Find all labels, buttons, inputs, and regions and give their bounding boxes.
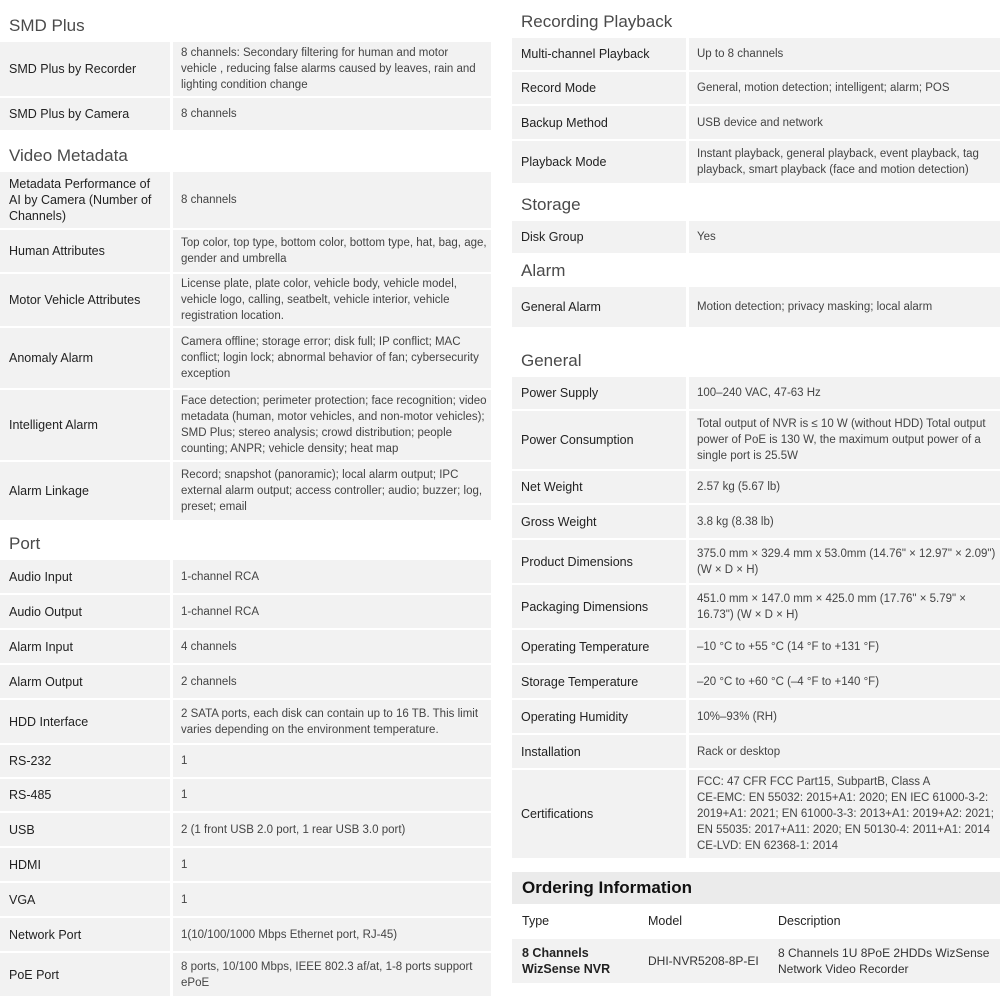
spec-row-rs-232 [0,745,491,777]
spec-row-backup-method [512,106,1000,139]
spec-label: Packaging Dimensions [512,585,686,628]
spec-value: 2 channels [173,665,491,698]
spec-row-alarm-linkage [0,462,491,520]
spec-row-multi-channel-playback [512,38,1000,70]
spec-label: Anomaly Alarm [0,328,170,388]
spec-value: 1 [173,883,491,916]
spec-label: Alarm Linkage [0,462,170,520]
spec-row-intelligent-alarm [0,390,491,460]
spec-label: RS-485 [0,779,170,811]
spec-row-smd-plus-by-camera [0,98,491,130]
spec-row-operating-humidity [512,700,1000,733]
spec-value: Record; snapshot (panoramic); local alarm output; IPC external alarm output; access controller; audio; buzzer; log, preset; email [173,462,491,520]
spec-label: Network Port [0,918,170,951]
spec-row-hdd-interface [0,700,491,743]
spec-row-network-port [0,918,491,951]
spec-value: Up to 8 channels [689,38,1000,70]
spec-value: 8 channels [173,98,491,130]
spec-row-anomaly-alarm [0,328,491,388]
spec-label: Disk Group [512,221,686,253]
section-title-smd-plus: SMD Plus [9,16,85,35]
ordering-title: Ordering Information [512,872,1000,904]
spec-label: Alarm Output [0,665,170,698]
section-title-port: Port [9,534,41,553]
spec-label: Product Dimensions [512,540,686,583]
spec-value: 10%–93% (RH) [689,700,1000,733]
spec-value: 8 ports, 10/100 Mbps, IEEE 802.3 af/at, 1-8 ports support ePoE [173,953,491,996]
spec-label: Human Attributes [0,230,170,272]
spec-row-vga [0,883,491,916]
spec-label: Alarm Input [0,630,170,663]
spec-label: Playback Mode [512,141,686,183]
spec-value: 451.0 mm × 147.0 mm × 425.0 mm (17.76" × 5.79" × 16.73") (W × D × H) [689,585,1000,628]
spec-label: Certifications [512,770,686,858]
spec-label: Intelligent Alarm [0,390,170,460]
spec-value: Rack or desktop [689,735,1000,768]
spec-row-usb [0,813,491,846]
section-title-general: General [521,351,582,370]
section-title-recording-playback: Recording Playback [521,12,673,31]
spec-label: Motor Vehicle Attributes [0,274,170,326]
spec-value: Yes [689,221,1000,253]
spec-label: SMD Plus by Camera [0,98,170,130]
spec-value: 1 [173,848,491,881]
spec-value: FCC: 47 CFR FCC Part15, SubpartB, Class A CE-EMC: EN 55032: 2015+A1: 2020; EN IEC 61000-3-2: 2019+A1: 2021; EN 61000-3-3: 2013+A1: 2019+A2: 2021; EN 55035: 2017+A11: 2020; EN 50130-4: 2011+A1: 2014 CE-LVD: EN 62368-1: 2014 [689,770,1000,858]
spec-label: Audio Output [0,595,170,628]
spec-row-human-attributes [0,230,491,272]
section-title-alarm: Alarm [521,261,566,280]
spec-label: Installation [512,735,686,768]
spec-label: SMD Plus by Recorder [0,42,170,96]
spec-label: Operating Humidity [512,700,686,733]
ordering-model: DHI-NVR5208-8P-EI [648,954,759,968]
spec-value: 2.57 kg (5.67 lb) [689,471,1000,503]
ordering-row [512,939,1000,983]
spec-label: Power Consumption [512,411,686,469]
spec-value: 1-channel RCA [173,560,491,593]
spec-value: General, motion detection; intelligent; alarm; POS [689,72,1000,104]
spec-row-audio-input [0,560,491,593]
spec-row-certifications [512,770,1000,858]
spec-row-record-mode [512,72,1000,104]
spec-label: Backup Method [512,106,686,139]
spec-value: License plate, plate color, vehicle body, vehicle model, vehicle logo, calling, seatbelt, vehicle interior, vehicle registration location. [173,274,491,326]
spec-value: 375.0 mm × 329.4 mm x 53.0mm (14.76" × 12.97" × 2.09") (W × D × H) [689,540,1000,583]
ordering-header-description: Description [778,914,841,928]
spec-value: Camera offline; storage error; disk full; IP conflict; MAC conflict; login lock; abnormal behavior of fan; cybersecurity exception [173,328,491,388]
spec-row-poe-port [0,953,491,996]
spec-value: –20 °C to +60 °C (–4 °F to +140 °F) [689,665,1000,698]
spec-row-motor-vehicle-attributes [0,274,491,326]
spec-value: Instant playback, general playback, event playback, tag playback, smart playback (face and motion detection) [689,141,1000,183]
spec-label: HDMI [0,848,170,881]
spec-label: Storage Temperature [512,665,686,698]
spec-row-storage-temperature [512,665,1000,698]
spec-label: PoE Port [0,953,170,996]
spec-value: –10 °C to +55 °C (14 °F to +131 °F) [689,630,1000,663]
spec-label: RS-232 [0,745,170,777]
left-column [0,0,491,998]
spec-value: 4 channels [173,630,491,663]
spec-label: Power Supply [512,377,686,409]
spec-row-installation [512,735,1000,768]
spec-label: Operating Temperature [512,630,686,663]
spec-row-packaging-dimensions [512,585,1000,628]
spec-row-product-dimensions [512,540,1000,583]
spec-label: Gross Weight [512,505,686,538]
spec-value: 8 channels [173,172,491,228]
spec-row-general-alarm [512,287,1000,327]
spec-value: Motion detection; privacy masking; local alarm [689,287,1000,327]
spec-value: 1(10/100/1000 Mbps Ethernet port, RJ-45) [173,918,491,951]
spec-value: USB device and network [689,106,1000,139]
spec-row-smd-plus-by-recorder [0,42,491,96]
spec-value: 1-channel RCA [173,595,491,628]
spec-label: Multi-channel Playback [512,38,686,70]
spec-row-metadata-performance-of-ai-by-camera-number-of-channels [0,172,491,228]
ordering-header-type: Type [522,914,550,928]
spec-value: 3.8 kg (8.38 lb) [689,505,1000,538]
spec-row-disk-group [512,221,1000,253]
spec-row-alarm-input [0,630,491,663]
spec-label: Net Weight [512,471,686,503]
spec-row-power-consumption [512,411,1000,469]
spec-label: USB [0,813,170,846]
spec-label: VGA [0,883,170,916]
spec-label: Record Mode [512,72,686,104]
spec-row-operating-temperature [512,630,1000,663]
spec-label: Metadata Performance of AI by Camera (Number of Channels) [0,172,170,228]
spec-row-rs-485 [0,779,491,811]
spec-value: 2 SATA ports, each disk can contain up to 16 TB. This limit varies depending on the environment temperature. [173,700,491,743]
spec-value: 2 (1 front USB 2.0 port, 1 rear USB 3.0 port) [173,813,491,846]
ordering-header [512,904,1000,939]
right-column [512,0,1000,983]
spec-value: 1 [173,745,491,777]
spec-row-hdmi [0,848,491,881]
right-sections [512,0,1000,858]
spec-row-gross-weight [512,505,1000,538]
spec-value: Top color, top type, bottom color, bottom type, hat, bag, age, gender and umbrella [173,230,491,272]
spec-row-playback-mode [512,141,1000,183]
spec-value: 8 channels: Secondary filtering for human and motor vehicle , reducing false alarms caused by leaves, rain and lighting condition change [173,42,491,96]
section-title-storage: Storage [521,195,581,214]
spec-value: Face detection; perimeter protection; face recognition; video metadata (human, motor vehicles, and non-motor vehicles); SMD Plus; stereo analysis; crowd distribution; people counting; ANPR; vehicle density; heat map [173,390,491,460]
ordering-type: 8 Channels WizSense NVR [522,946,611,976]
spec-row-alarm-output [0,665,491,698]
spec-value: 1 [173,779,491,811]
ordering-description: 8 Channels 1U 8PoE 2HDDs WizSense Network Video Recorder [778,946,990,976]
section-title-video-metadata: Video Metadata [9,146,128,165]
spec-label: General Alarm [512,287,686,327]
ordering-header-model: Model [648,914,683,928]
spec-label: Audio Input [0,560,170,593]
spec-row-net-weight [512,471,1000,503]
spec-value: Total output of NVR is ≤ 10 W (without HDD) Total output power of PoE is 130 W, the maximum output power of a single port is 25.5W [689,411,1000,469]
spec-row-power-supply [512,377,1000,409]
spec-row-audio-output [0,595,491,628]
spec-label: HDD Interface [0,700,170,743]
spec-value: 100–240 VAC, 47-63 Hz [689,377,1000,409]
